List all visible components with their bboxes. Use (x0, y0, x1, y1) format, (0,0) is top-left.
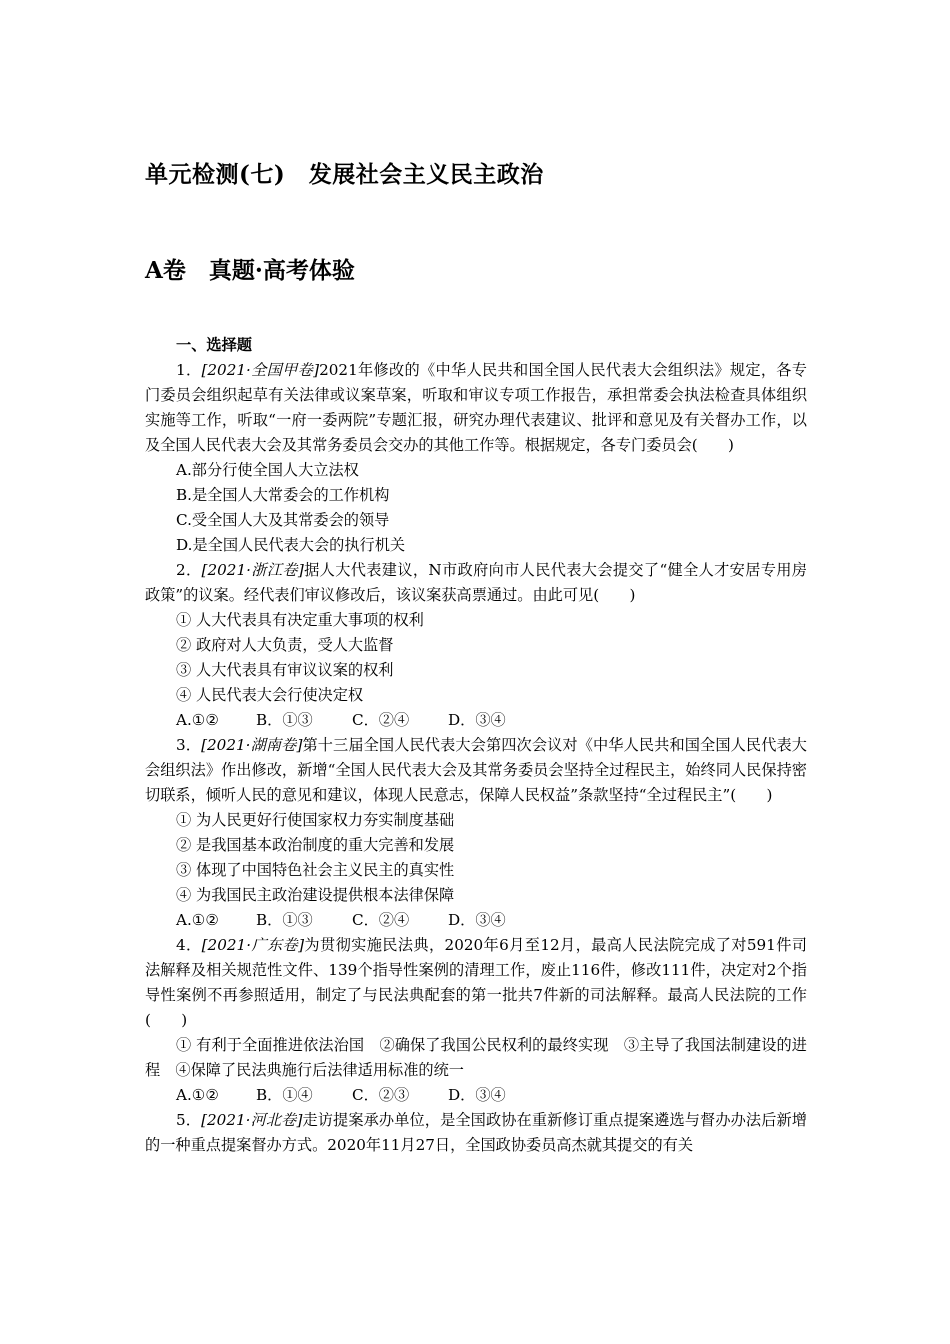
question-source: [2021·河北卷] (201, 1111, 303, 1129)
question-source: [2021·全国甲卷] (201, 361, 320, 379)
statement-item: ④ 为我国民主政治建设提供根本法律保障 (176, 886, 455, 904)
question-4-stem (145, 933, 807, 1033)
statement-item: ③ 体现了中国特色社会主义民主的真实性 (176, 861, 455, 879)
section-subtitle: A卷 真题·高考体验 (145, 257, 355, 284)
choice-c: C．②④ (352, 911, 410, 929)
question-source: [2021·广东卷] (201, 936, 305, 954)
choice-a: A.①② (176, 711, 220, 729)
document-body (145, 333, 807, 1158)
choice-d: D．③④ (448, 1086, 506, 1104)
question-text: 2021年修改的《中华人民共和国全国人民代表大会组织法》规定，各专门委员会组织起草有关法律或议案草案，听取和审议专项工作报告，承担常委会执法检查具体组织实施等工作，听取“一府一委两院”专题汇报，研究办理代表建议、批评和意见及有关督办工作，以及全国人民代表大会及其常务委员会交办的其他工作等。根据规定，各专门委员会( ) (145, 361, 807, 454)
question-text: 为贯彻实施民法典，2020年6月至12月，最高人民法院完成了对591件司法解释及相关规范性文件、139个指导性案例的清理工作，废止116件，修改111件，决定对2个指导性案例不再参照适用，制定了与民法典配套的第一批共7件新的司法解释。最高人民法院的工作( ) (145, 936, 807, 1029)
statement-item: ① 人大代表具有决定重大事项的权利 (176, 611, 424, 629)
answer-choices (145, 1083, 807, 1108)
choice-c: C．②③ (352, 1086, 410, 1104)
answer-choices (145, 708, 807, 733)
answer-choices (145, 908, 807, 933)
choice-c: C．②④ (352, 711, 410, 729)
choice-b: B．①③ (256, 911, 313, 929)
option-b: B.是全国人大常委会的工作机构 (176, 486, 390, 504)
statement-item: ① 为人民更好行使国家权力夯实制度基础 (176, 811, 455, 829)
statement-item: ② 是我国基本政治制度的重大完善和发展 (176, 836, 455, 854)
option-c: C.受全国人大及其常委会的领导 (176, 511, 390, 529)
option-d: D.是全国人民代表大会的执行机关 (176, 536, 406, 554)
choice-d: D．③④ (448, 711, 506, 729)
choice-a: A.①② (176, 911, 220, 929)
choice-b: B．①④ (256, 1086, 313, 1104)
question-3-stem (145, 733, 807, 808)
question-text: 走访提案承办单位，是全国政协在重新修订重点提案遴选与督办办法后新增的一种重点提案督办方式。2020年11月27日，全国政协委员高杰就其提交的有关 (145, 1111, 807, 1154)
question-source: [2021·湖南卷] (201, 736, 303, 754)
question-source: [2021·浙江卷] (201, 561, 304, 579)
statement-items: ① 有利于全面推进依法治国 ②确保了我国公民权利的最终实现 ③主导了我国法制建设的进程 ④保障了民法典施行后法律适用标准的统一 (145, 1036, 807, 1079)
question-number: 3． (176, 736, 202, 754)
question-number: 1． (176, 361, 202, 379)
choice-b: B．①③ (256, 711, 313, 729)
question-5-stem (145, 1108, 807, 1158)
question-number: 2． (176, 561, 202, 579)
choice-d: D．③④ (448, 911, 506, 929)
page-title: 单元检测(七) 发展社会主义民主政治 (145, 161, 544, 188)
question-2-stem (145, 558, 807, 608)
question-number: 5． (176, 1111, 202, 1129)
statement-item: ③ 人大代表具有审议议案的权利 (176, 661, 394, 679)
option-a: A.部分行使全国人大立法权 (176, 461, 359, 479)
statement-item: ② 政府对人大负责，受人大监督 (176, 636, 394, 654)
section-heading: 一、选择题 (176, 336, 252, 354)
choice-a: A.①② (176, 1086, 220, 1104)
statement-item: ④ 人民代表大会行使决定权 (176, 686, 364, 704)
question-text: 据人大代表建议，N市政府向市人民代表大会提交了“健全人才安居专用房政策”的议案。经代表们审议修改后，该议案获高票通过。由此可见( ) (145, 561, 807, 604)
question-text: 第十三届全国人民代表大会第四次会议对《中华人民共和国全国人民代表大会组织法》作出修改，新增“全国人民代表大会及其常务委员会坚持全过程民主，始终同人民保持密切联系，倾听人民的意见和建议，体现人民意志，保障人民权益”条款坚持“全过程民主”( ) (145, 736, 807, 804)
question-1-stem (145, 358, 807, 458)
question-number: 4． (176, 936, 202, 954)
